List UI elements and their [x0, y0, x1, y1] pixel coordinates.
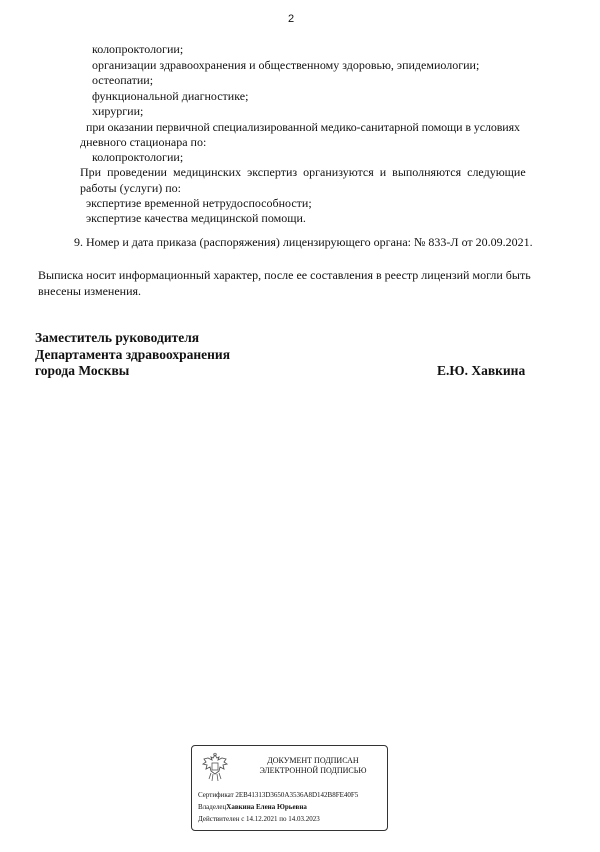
expertise-heading-line2: работы (услуги) по: — [80, 181, 181, 195]
expertise-heading-line1: При проведении медицинских экспертиз организуются и выполняются следующие — [80, 165, 526, 179]
note-line2: внесены изменения. — [38, 284, 142, 298]
stamp-owner — [198, 802, 307, 812]
coat-of-arms-icon — [200, 752, 230, 784]
note-line1: Выписка носит информационный характер, после ее составления в реестр лицензий могли быть — [38, 268, 531, 282]
stamp-certificate-value: 2EB41313D3650A3536A8D142B8FE40F5 — [235, 791, 359, 799]
activity-item-organization: организации здравоохранения и общественному здоровью, эпидемиологии; — [92, 58, 480, 72]
stamp-owner-label: Владелец — [198, 803, 227, 811]
activity-item-coloproctology: колопроктологии; — [92, 42, 184, 56]
electronic-signature-stamp — [191, 745, 388, 831]
stamp-validity: Действителен с 14.12.2021 по 14.03.2023 — [198, 815, 320, 823]
page-number: 2 — [288, 13, 295, 25]
stamp-title-line2: ЭЛЕКТРОННОЙ ПОДПИСЬЮ — [259, 766, 367, 775]
day-hospital-heading-line2: дневного стационара по: — [80, 135, 207, 149]
activity-item-osteopathy: остеопатии; — [92, 73, 154, 87]
activity-item-functional-diagnostics: функциональной диагностике; — [92, 89, 249, 103]
day-hospital-item: колопроктологии; — [92, 150, 184, 164]
stamp-certificate-label: Сертификат — [198, 791, 234, 799]
activity-item-surgery: хирургии; — [92, 104, 144, 118]
expertise-item-quality: экспертизе качества медицинской помощи. — [86, 211, 306, 225]
stamp-certificate — [198, 790, 358, 800]
stamp-title — [248, 756, 378, 776]
signatory-title-line1: Заместитель руководителя — [35, 330, 200, 345]
signatory-name: Е.Ю. Хавкина — [437, 363, 526, 378]
stamp-title-line1: ДОКУМЕНТ ПОДПИСАН — [267, 756, 359, 765]
signatory-title-line3: города Москвы — [35, 363, 130, 378]
day-hospital-heading-line1: при оказании первичной специализированной медико-санитарной помощи в условиях — [86, 120, 520, 134]
order-line: 9. Номер и дата приказа (распоряжения) лицензирующего органа: № 833-Л от 20.09.2021. — [74, 235, 533, 249]
expertise-item-temporary-disability: экспертизе временной нетрудоспособности; — [86, 196, 312, 210]
stamp-owner-value: Хавкина Елена Юрьевна — [226, 803, 307, 811]
signatory-title-line2: Департамента здравоохранения — [35, 347, 231, 362]
